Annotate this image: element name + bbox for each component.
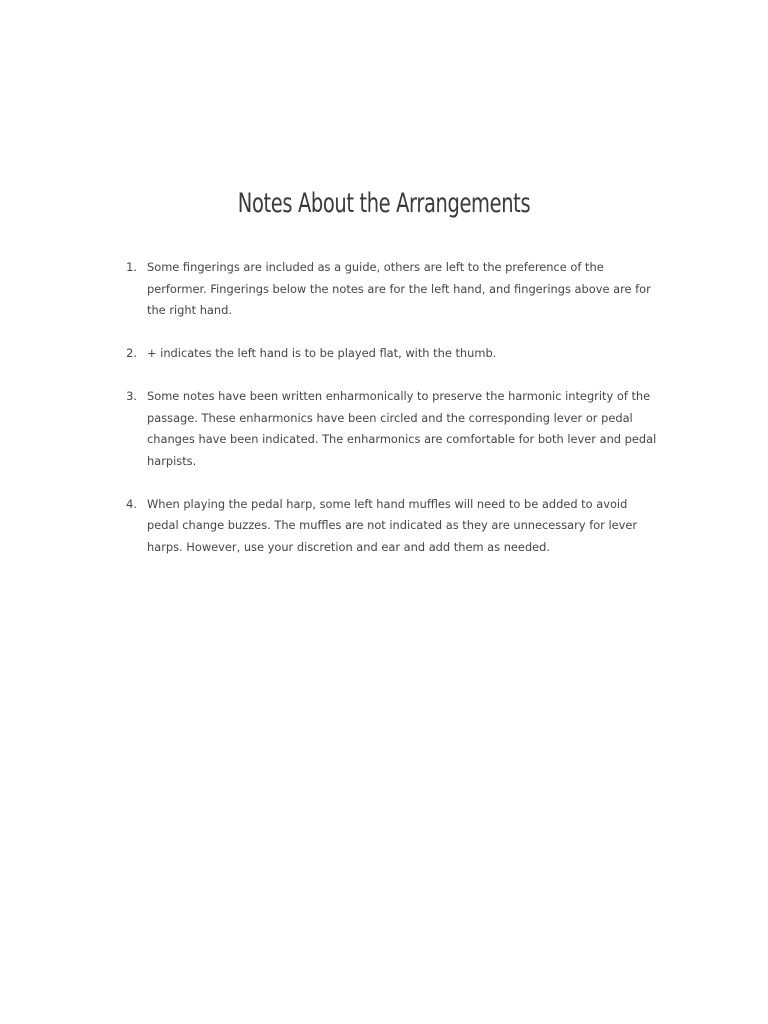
note-number: 3. [126,389,137,403]
note-number: 2. [126,346,137,360]
notes-list [126,257,662,580]
note-item-2 [126,343,662,365]
note-number: 1. [126,260,137,274]
page-title: Notes About the Arrangements [237,188,531,219]
note-item-3 [126,386,662,472]
note-text: When playing the pedal harp, some left hand muffles will need to be added to avoid pedal change buzzes. The muffles are not indicated as they are unnecessary for lever harps. However, use your discretion and ear and add them as needed. [147,496,638,554]
note-item-4 [126,494,662,559]
note-text: Some fingerings are included as a guide, others are left to the preference of the performer. Fingerings below the notes are for the left hand, and fingerings above are for the right hand. [147,260,651,317]
note-text: Some notes have been written enharmonically to preserve the harmonic integrity of the passage. These enharmonics have been circled and the corresponding lever or pedal changes have been indicated. The enharmonics are comfortable for both lever and pedal harpists. [147,389,657,468]
note-item-1 [126,257,662,322]
note-number: 4. [126,496,137,511]
note-text: + indicates the left hand is to be played flat, with the thumb. [147,346,497,360]
